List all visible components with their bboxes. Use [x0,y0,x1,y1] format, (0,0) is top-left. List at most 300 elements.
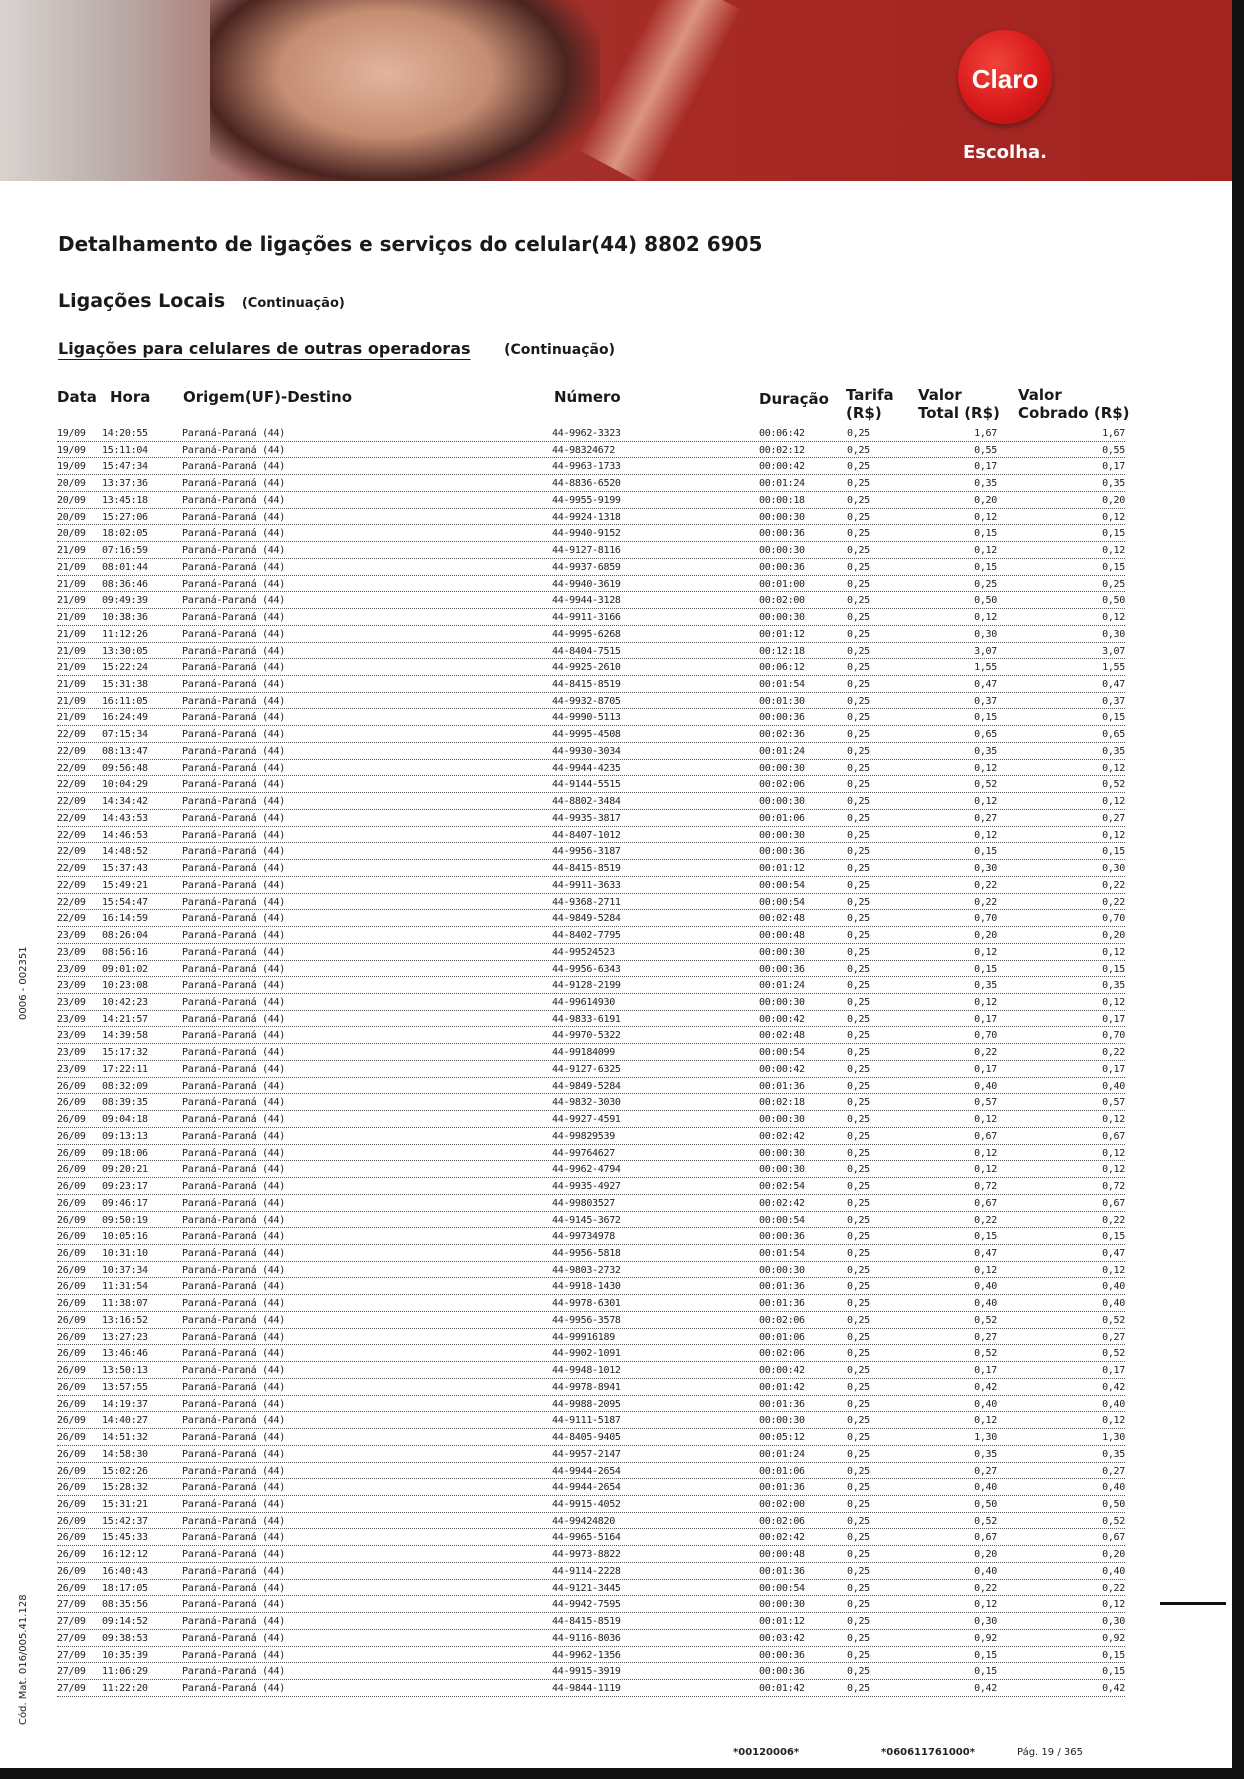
cell-origin: Paraná-Paraná (44) [182,1247,285,1259]
table-row [57,1647,1125,1664]
cell-time: 14:46:53 [102,829,148,841]
cell-origin: Paraná-Paraná (44) [182,1298,285,1310]
cell-date: 23/09 [57,1063,86,1075]
cell-date: 26/09 [57,1348,86,1360]
cell-duration: 00:00:36 [759,846,805,858]
cell-total: 0,35 [974,478,997,490]
cell-number: 44-9849-5284 [552,1080,621,1092]
cell-number: 44-8407-1012 [552,829,621,841]
cell-rate: 0,25 [847,1013,870,1025]
cell-number: 44-9111-5187 [552,1415,621,1427]
cell-charged: 0,55 [1102,444,1125,456]
cell-time: 17:22:11 [102,1063,148,1075]
cell-origin: Paraná-Paraná (44) [182,1649,285,1661]
cell-number: 44-9832-3030 [552,1097,621,1109]
cell-number: 44-9963-1733 [552,461,621,473]
table-row [57,877,1125,894]
cell-total: 0,40 [974,1398,997,1410]
cell-number: 44-9844-1119 [552,1683,621,1695]
cell-date: 26/09 [57,1499,86,1510]
cell-duration: 00:01:12 [759,1616,805,1628]
cell-rate: 0,25 [847,1398,870,1410]
subsection-note: (Continuação) [504,342,615,358]
cell-number: 44-9915-3919 [552,1666,621,1678]
cell-charged: 0,12 [1102,545,1125,557]
cell-number: 44-9932-8705 [552,695,621,707]
cell-total: 0,42 [974,1683,997,1695]
cell-date: 20/09 [57,478,86,490]
section-title [58,290,345,312]
cell-rate: 0,25 [847,1381,870,1393]
cell-rate: 0,25 [847,1097,870,1109]
cell-duration: 00:03:42 [759,1632,805,1644]
cell-date: 21/09 [57,561,86,573]
cell-rate: 0,25 [847,679,870,691]
cell-duration: 00:02:42 [759,1130,805,1142]
column-header-hora: Hora [110,388,151,406]
cell-duration: 00:00:36 [759,561,805,573]
cell-total: 0,65 [974,729,997,741]
cell-number: 44-99734978 [552,1231,615,1243]
table-row [57,1613,1125,1630]
cell-date: 22/09 [57,863,86,875]
cell-origin: Paraná-Paraná (44) [182,913,285,925]
cell-rate: 0,25 [847,1632,870,1644]
cell-number: 44-9978-6301 [552,1298,621,1310]
table-row [57,609,1125,626]
cell-origin: Paraná-Paraná (44) [182,846,285,858]
cell-time: 10:35:39 [102,1649,148,1661]
cell-duration: 00:01:42 [759,1381,805,1393]
cell-time: 11:22:20 [102,1683,148,1695]
cell-rate: 0,25 [847,1164,870,1176]
cell-origin: Paraná-Paraná (44) [182,1415,285,1427]
cell-date: 27/09 [57,1683,86,1695]
header-banner [0,0,1234,181]
cell-rate: 0,25 [847,1181,870,1193]
table-row [57,1295,1125,1312]
cell-duration: 00:00:54 [759,896,805,908]
cell-time: 11:31:54 [102,1281,148,1293]
cell-charged: 0,15 [1102,528,1125,540]
cell-duration: 00:01:42 [759,1683,805,1695]
cell-date: 23/09 [57,930,86,942]
cell-total: 0,40 [974,1565,997,1577]
cell-total: 0,92 [974,1632,997,1644]
cell-total: 0,22 [974,1047,997,1059]
cell-duration: 00:01:36 [759,1281,805,1293]
cell-total: 0,17 [974,1365,997,1377]
section-note: (Continuação) [241,296,345,311]
cell-rate: 0,25 [847,1281,870,1293]
cell-time: 10:05:16 [102,1231,148,1243]
cell-charged: 0,40 [1102,1398,1125,1410]
cell-date: 26/09 [57,1247,86,1259]
cell-total: 0,72 [974,1181,997,1193]
cell-date: 21/09 [57,712,86,724]
cell-rate: 0,25 [847,1415,870,1427]
side-code-bottom: Cód. Mat. 016/005.41.128 [18,1594,29,1725]
cell-origin: Paraná-Paraná (44) [182,1582,285,1594]
cell-charged: 0,15 [1102,1231,1125,1243]
cell-time: 15:37:43 [102,863,148,875]
cell-origin: Paraná-Paraná (44) [182,612,285,624]
footer-barcode-2: *060611761000* [881,1747,975,1758]
cell-rate: 0,25 [847,1231,870,1243]
cell-origin: Paraná-Paraná (44) [182,1130,285,1142]
cell-rate: 0,25 [847,1482,870,1494]
cell-rate: 0,25 [847,595,870,607]
cell-time: 14:19:37 [102,1398,148,1410]
cell-date: 26/09 [57,1482,86,1494]
cell-time: 15:47:34 [102,461,148,473]
table-row [57,709,1125,726]
cell-date: 27/09 [57,1599,86,1611]
table-row [57,1228,1125,1245]
cell-time: 14:48:52 [102,846,148,858]
cell-total: 0,22 [974,896,997,908]
cell-charged: 0,22 [1102,1582,1125,1594]
cell-total: 0,12 [974,946,997,958]
cell-total: 0,12 [974,1164,997,1176]
cell-total: 0,27 [974,1465,997,1477]
cell-charged: 0,57 [1102,1097,1125,1109]
cell-rate: 0,25 [847,896,870,908]
cell-rate: 0,25 [847,1432,870,1444]
cell-number: 44-9833-6191 [552,1013,621,1025]
cell-date: 22/09 [57,745,86,757]
cell-charged: 0,40 [1102,1298,1125,1310]
cell-rate: 0,25 [847,846,870,858]
cell-charged: 0,52 [1102,1515,1125,1527]
cell-origin: Paraná-Paraná (44) [182,1264,285,1276]
cell-total: 0,27 [974,1331,997,1343]
cell-time: 11:38:07 [102,1298,148,1310]
cell-duration: 00:02:36 [759,729,805,741]
cell-time: 09:56:48 [102,762,148,774]
cell-number: 44-9956-6343 [552,963,621,975]
claro-logo-text: Claro [971,64,1039,94]
cell-total: 1,55 [974,662,997,674]
cell-origin: Paraná-Paraná (44) [182,1030,285,1042]
cell-charged: 0,15 [1102,712,1125,724]
cell-number: 44-9955-9199 [552,494,621,506]
cell-charged: 0,20 [1102,1549,1125,1561]
cell-number: 44-9927-4591 [552,1114,621,1126]
cell-origin: Paraná-Paraná (44) [182,1097,285,1109]
table-row [57,1094,1125,1111]
cell-total: 0,50 [974,595,997,607]
cell-total: 0,40 [974,1080,997,1092]
cell-duration: 00:00:30 [759,545,805,557]
cell-number: 44-9957-2147 [552,1448,621,1460]
cell-duration: 00:01:54 [759,1247,805,1259]
margin-mark [1160,1602,1226,1605]
cell-total: 0,17 [974,461,997,473]
table-row [57,860,1125,877]
table-row [57,1362,1125,1379]
cell-total: 0,52 [974,1348,997,1360]
cell-time: 10:23:08 [102,980,148,992]
cell-duration: 00:00:54 [759,1214,805,1226]
table-row [57,1663,1125,1680]
cell-total: 0,15 [974,561,997,573]
cell-time: 13:46:46 [102,1348,148,1360]
cell-rate: 0,25 [847,879,870,891]
table-row [57,425,1125,442]
cell-rate: 0,25 [847,1130,870,1142]
cell-number: 44-9128-2199 [552,980,621,992]
table-row [57,977,1125,994]
cell-duration: 00:01:24 [759,1448,805,1460]
cell-duration: 00:00:30 [759,762,805,774]
cell-date: 26/09 [57,1465,86,1477]
cell-number: 44-99803527 [552,1197,615,1209]
table-row [57,559,1125,576]
cell-origin: Paraná-Paraná (44) [182,1314,285,1326]
cell-total: 0,40 [974,1281,997,1293]
cell-origin: Paraná-Paraná (44) [182,1565,285,1577]
table-row [57,760,1125,777]
cell-origin: Paraná-Paraná (44) [182,729,285,741]
cell-duration: 00:02:06 [759,779,805,791]
cell-rate: 0,25 [847,712,870,724]
cell-time: 09:04:18 [102,1114,148,1126]
cell-total: 0,12 [974,1415,997,1427]
cell-origin: Paraná-Paraná (44) [182,1616,285,1628]
cell-total: 0,52 [974,779,997,791]
cell-rate: 0,25 [847,428,870,439]
cell-charged: 1,30 [1102,1432,1125,1444]
cell-time: 13:50:13 [102,1365,148,1377]
table-row [57,458,1125,475]
cell-duration: 00:00:30 [759,996,805,1008]
cell-charged: 0,15 [1102,1666,1125,1678]
cell-date: 20/09 [57,528,86,540]
cell-time: 14:51:32 [102,1432,148,1444]
cell-origin: Paraná-Paraná (44) [182,1448,285,1460]
cell-total: 0,17 [974,1013,997,1025]
table-row [57,676,1125,693]
cell-charged: 0,22 [1102,896,1125,908]
cell-number: 44-99184099 [552,1047,615,1059]
cell-duration: 00:00:30 [759,796,805,808]
column-header-tarifa-line1: Tarifa [846,386,894,404]
cell-number: 44-9935-3817 [552,812,621,824]
cell-time: 16:24:49 [102,712,148,724]
cell-date: 26/09 [57,1097,86,1109]
cell-number: 44-99916189 [552,1331,615,1343]
cell-charged: 0,27 [1102,812,1125,824]
table-row [57,793,1125,810]
cell-number: 44-8405-9405 [552,1432,621,1444]
table-row [57,1044,1125,1061]
cell-total: 0,12 [974,1147,997,1159]
footer-page-number: Pág. 19 / 365 [1017,1747,1083,1758]
cell-charged: 1,55 [1102,662,1125,674]
cell-time: 15:28:32 [102,1482,148,1494]
cell-number: 44-99524523 [552,946,615,958]
cell-rate: 0,25 [847,561,870,573]
cell-number: 44-9849-5284 [552,913,621,925]
cell-charged: 0,72 [1102,1181,1125,1193]
cell-date: 23/09 [57,1047,86,1059]
cell-total: 0,30 [974,628,997,640]
cell-duration: 00:01:24 [759,980,805,992]
cell-date: 26/09 [57,1214,86,1226]
table-row [57,492,1125,509]
cell-total: 0,50 [974,1499,997,1510]
cell-rate: 0,25 [847,1649,870,1661]
cell-time: 15:54:47 [102,896,148,908]
cell-charged: 0,17 [1102,1063,1125,1075]
cell-charged: 0,20 [1102,494,1125,506]
table-row [57,509,1125,526]
cell-duration: 00:02:06 [759,1348,805,1360]
cell-duration: 00:00:30 [759,1147,805,1159]
cell-time: 15:27:06 [102,511,148,523]
cell-rate: 0,25 [847,946,870,958]
cell-date: 26/09 [57,1448,86,1460]
cell-date: 19/09 [57,444,86,456]
cell-total: 0,42 [974,1381,997,1393]
cell-rate: 0,25 [847,963,870,975]
column-header-tarifa [846,386,894,422]
cell-time: 15:45:33 [102,1532,148,1544]
cell-rate: 0,25 [847,1147,870,1159]
cell-duration: 00:00:42 [759,1013,805,1025]
cell-total: 0,22 [974,879,997,891]
cell-duration: 00:01:24 [759,745,805,757]
cell-date: 22/09 [57,762,86,774]
cell-charged: 0,35 [1102,478,1125,490]
claro-tagline: Escolha. [962,142,1047,163]
cell-charged: 0,17 [1102,1365,1125,1377]
cell-charged: 0,17 [1102,1013,1125,1025]
cell-origin: Paraná-Paraná (44) [182,511,285,523]
cell-charged: 0,27 [1102,1331,1125,1343]
column-header-valor-cobrado-line1: Valor [1018,386,1062,404]
column-header-valor-total-line1: Valor [918,386,962,404]
table-row [57,1379,1125,1396]
cell-number: 44-9995-6268 [552,628,621,640]
cell-rate: 0,25 [847,1616,870,1628]
cell-total: 0,30 [974,863,997,875]
cell-origin: Paraná-Paraná (44) [182,679,285,691]
cell-rate: 0,25 [847,812,870,824]
cell-time: 10:37:34 [102,1264,148,1276]
cell-charged: 0,22 [1102,879,1125,891]
cell-number: 44-9935-4927 [552,1181,621,1193]
cell-duration: 00:02:06 [759,1314,805,1326]
cell-duration: 00:01:12 [759,628,805,640]
cell-origin: Paraná-Paraná (44) [182,1063,285,1075]
cell-time: 08:56:16 [102,946,148,958]
cell-duration: 00:02:00 [759,1499,805,1510]
cell-rate: 0,25 [847,1683,870,1695]
cell-rate: 0,25 [847,913,870,925]
cell-charged: 0,12 [1102,511,1125,523]
cell-number: 44-98324672 [552,444,615,456]
cell-total: 0,12 [974,796,997,808]
cell-date: 26/09 [57,1582,86,1594]
cell-duration: 00:01:36 [759,1080,805,1092]
table-row [57,442,1125,459]
column-header-tarifa-line2: (R$) [846,404,882,422]
cell-number: 44-9937-6859 [552,561,621,573]
table-row [57,843,1125,860]
cell-duration: 00:00:30 [759,511,805,523]
cell-rate: 0,25 [847,645,870,657]
table-row [57,626,1125,643]
cell-number: 44-9940-3619 [552,578,621,590]
cell-origin: Paraná-Paraná (44) [182,1432,285,1444]
cell-total: 0,12 [974,1599,997,1611]
cell-date: 26/09 [57,1365,86,1377]
page-border-right [1232,0,1244,1779]
cell-date: 21/09 [57,628,86,640]
cell-origin: Paraná-Paraná (44) [182,1281,285,1293]
cell-date: 22/09 [57,796,86,808]
table-row [57,542,1125,559]
table-row [57,1078,1125,1095]
cell-duration: 00:00:36 [759,1666,805,1678]
cell-origin: Paraná-Paraná (44) [182,478,285,490]
cell-rate: 0,25 [847,1214,870,1226]
cell-duration: 00:00:36 [759,1231,805,1243]
cell-date: 26/09 [57,1181,86,1193]
cell-origin: Paraná-Paraná (44) [182,1499,285,1510]
cell-time: 08:35:56 [102,1599,148,1611]
cell-time: 11:06:29 [102,1666,148,1678]
cell-origin: Paraná-Paraná (44) [182,996,285,1008]
cell-origin: Paraná-Paraná (44) [182,1365,285,1377]
table-row [57,1463,1125,1480]
cell-charged: 0,30 [1102,863,1125,875]
table-row [57,743,1125,760]
cell-rate: 0,25 [847,461,870,473]
cell-duration: 00:00:30 [759,1599,805,1611]
cell-date: 26/09 [57,1515,86,1527]
table-row [57,1396,1125,1413]
cell-time: 15:02:26 [102,1465,148,1477]
cell-rate: 0,25 [847,628,870,640]
cell-total: 0,52 [974,1314,997,1326]
cell-charged: 0,15 [1102,963,1125,975]
page-border-bottom [0,1768,1244,1779]
cell-origin: Paraná-Paraná (44) [182,1465,285,1477]
cell-time: 14:39:58 [102,1030,148,1042]
cell-origin: Paraná-Paraná (44) [182,1013,285,1025]
cell-number: 44-9924-1318 [552,511,621,523]
cell-number: 44-9915-4052 [552,1499,621,1510]
table-row [57,1680,1125,1697]
cell-origin: Paraná-Paraná (44) [182,745,285,757]
cell-origin: Paraná-Paraná (44) [182,896,285,908]
cell-total: 0,17 [974,1063,997,1075]
cell-charged: 0,12 [1102,796,1125,808]
table-row [57,1546,1125,1563]
cell-duration: 00:06:42 [759,428,805,439]
cell-number: 44-9940-9152 [552,528,621,540]
cell-charged: 0,42 [1102,1683,1125,1695]
cell-number: 44-9368-2711 [552,896,621,908]
cell-total: 0,47 [974,1247,997,1259]
table-row [57,1027,1125,1044]
cell-number: 44-9944-2654 [552,1482,621,1494]
cell-charged: 0,15 [1102,561,1125,573]
cell-date: 22/09 [57,729,86,741]
